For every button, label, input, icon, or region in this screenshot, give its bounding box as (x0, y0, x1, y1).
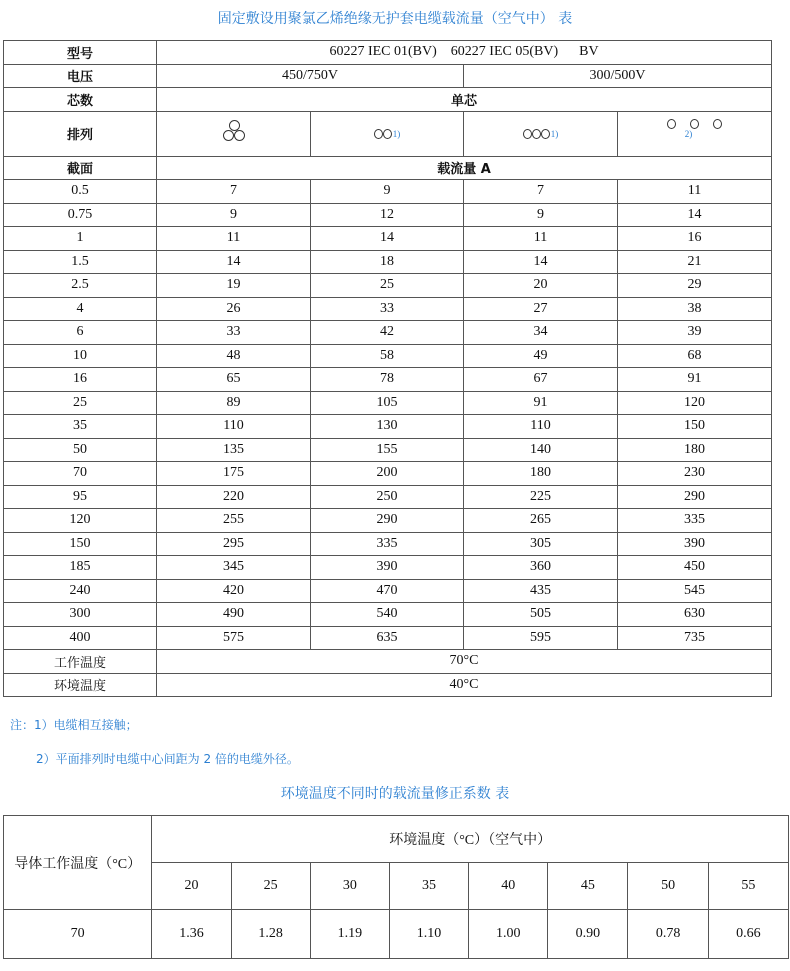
ampacity-cell: 220 (157, 485, 311, 509)
ampacity-cell: 390 (311, 556, 464, 580)
ampacity-cell: 130 (311, 415, 464, 439)
cross-section-cell: 185 (4, 556, 157, 580)
ambient-temp-cell: 40 (469, 863, 548, 910)
table-row (4, 203, 772, 227)
ampacity-cell: 49 (464, 344, 618, 368)
ampacity-cell: 540 (311, 603, 464, 627)
ampacity-cell: 14 (157, 250, 311, 274)
table-row (4, 344, 772, 368)
table-row (4, 180, 772, 204)
ampacity-cell: 91 (464, 391, 618, 415)
table-row (4, 579, 772, 603)
ampacity-cell: 19 (157, 274, 311, 298)
cross-section-cell: 95 (4, 485, 157, 509)
ampacity-cell: 26 (157, 297, 311, 321)
ampacity-cell: 110 (464, 415, 618, 439)
cross-section-cell: 300 (4, 603, 157, 627)
ambient-temp-cell: 45 (548, 863, 628, 910)
ampacity-cell: 505 (464, 603, 618, 627)
cross-section-cell: 120 (4, 509, 157, 533)
ampacity-cell: 9 (464, 203, 618, 227)
cross-section-cell: 0.5 (4, 180, 157, 204)
ampacity-cell: 470 (311, 579, 464, 603)
ampacity-cell: 39 (618, 321, 772, 345)
ambient-temp-cell: 50 (628, 863, 708, 910)
cross-section-cell: 10 (4, 344, 157, 368)
ambient-temp-cell: 55 (708, 863, 788, 910)
ambient-temp-cell: 30 (310, 863, 389, 910)
ampacity-cell: 91 (618, 368, 772, 392)
cross-section-cell: 150 (4, 532, 157, 556)
ampacity-cell: 78 (311, 368, 464, 392)
ampacity-cell: 595 (464, 626, 618, 650)
table-row (4, 603, 772, 627)
voltage-450-750: 450/750V (157, 64, 464, 88)
ampacity-cell: 225 (464, 485, 618, 509)
ampacity-cell: 135 (157, 438, 311, 462)
arrangement-three-touching (464, 111, 618, 156)
ampacity-cell: 14 (618, 203, 772, 227)
cross-section-cell: 0.75 (4, 203, 157, 227)
note-1: 注：1）电缆相互接触； (10, 718, 138, 732)
cross-section-cell: 1.5 (4, 250, 157, 274)
ampacity-cell: 420 (157, 579, 311, 603)
ampacity-cell: 435 (464, 579, 618, 603)
correction-factor-cell: 1.00 (469, 910, 548, 959)
ampacity-cell: 20 (464, 274, 618, 298)
correction-factor-cell: 0.90 (548, 910, 628, 959)
ampacity-cell: 305 (464, 532, 618, 556)
ampacity-cell: 14 (311, 227, 464, 251)
cores-row (4, 88, 772, 112)
ambient-temp-header: 环境温度（°C）（空气中） (152, 816, 789, 863)
table-row (4, 297, 772, 321)
ampacity-cell: 230 (618, 462, 772, 486)
trefoil-icon (221, 119, 247, 143)
correction-factor-cell: 0.66 (708, 910, 788, 959)
ampacity-cell: 12 (311, 203, 464, 227)
cable-circle-icon (532, 129, 541, 139)
cross-section-cell: 2.5 (4, 274, 157, 298)
ampacity-cell: 545 (618, 579, 772, 603)
ampacity-cell: 390 (618, 532, 772, 556)
cores-value: 单芯 (157, 88, 772, 112)
correction-factor-cell: 1.19 (310, 910, 389, 959)
ampacity-cell: 265 (464, 509, 618, 533)
arrangement-flat-spaced (618, 111, 772, 156)
table2-title: 环境温度不同时的载流量修正系数 表 (280, 786, 510, 802)
ampacity-cell: 42 (311, 321, 464, 345)
ampacity-cell: 200 (311, 462, 464, 486)
cable-circle-icon (713, 119, 722, 129)
header-row (4, 816, 789, 863)
ampacity-cell: 250 (311, 485, 464, 509)
ampacity-cell: 29 (618, 274, 772, 298)
ampacity-cell: 635 (311, 626, 464, 650)
ampacity-cell: 58 (311, 344, 464, 368)
model-label: 型号 (4, 41, 157, 65)
ampacity-cell: 11 (157, 227, 311, 251)
arrangement-trefoil (157, 111, 311, 156)
ampacity-cell: 295 (157, 532, 311, 556)
ampacity-cell: 120 (618, 391, 772, 415)
table-row (4, 438, 772, 462)
cross-section-cell: 25 (4, 391, 157, 415)
ampacity-cell: 48 (157, 344, 311, 368)
ampacity-cell: 735 (618, 626, 772, 650)
ampacity-cell: 11 (464, 227, 618, 251)
ampacity-cell: 65 (157, 368, 311, 392)
ampacity-cell: 7 (464, 180, 618, 204)
ampacity-cell: 450 (618, 556, 772, 580)
cross-section-cell: 4 (4, 297, 157, 321)
ampacity-cell: 18 (311, 250, 464, 274)
cross-section-cell: 16 (4, 368, 157, 392)
ampacity-cell: 180 (618, 438, 772, 462)
correction-factor-table (3, 815, 789, 959)
ampacity-cell: 21 (618, 250, 772, 274)
ampacity-cell: 67 (464, 368, 618, 392)
ampacity-cell: 290 (311, 509, 464, 533)
cable-circle-icon (523, 129, 532, 139)
note-ref: 1) (550, 128, 559, 139)
factors-row (4, 910, 789, 959)
cable-circle-icon (383, 129, 392, 139)
ampacity-cell: 155 (311, 438, 464, 462)
cross-section-cell: 35 (4, 415, 157, 439)
cable-circle-icon (690, 119, 699, 129)
conductor-temp-label: 导体工作温度（°C） (4, 816, 152, 910)
correction-factor-cell: 1.10 (389, 910, 468, 959)
ampacity-cell: 345 (157, 556, 311, 580)
voltage-row (4, 64, 772, 88)
ampacity-cell: 290 (618, 485, 772, 509)
ampacity-table (3, 40, 772, 697)
ampacity-cell: 360 (464, 556, 618, 580)
arrangement-two-touching (311, 111, 464, 156)
ampacity-cell: 335 (618, 509, 772, 533)
table-row (4, 462, 772, 486)
ampacity-cell: 89 (157, 391, 311, 415)
ampacity-cell: 105 (311, 391, 464, 415)
table-row (4, 509, 772, 533)
ampacity-cell: 335 (311, 532, 464, 556)
ambient-temp-row (4, 673, 772, 697)
ampacity-cell: 33 (157, 321, 311, 345)
cross-section-cell: 70 (4, 462, 157, 486)
cable-circle-icon (374, 129, 383, 139)
ampacity-cell: 630 (618, 603, 772, 627)
ampacity-cell: 9 (311, 180, 464, 204)
ampacity-cell: 575 (157, 626, 311, 650)
note-2: 2）平面排列时电缆中心间距为 2 倍的电缆外径。 (36, 752, 299, 766)
ampacity-label: 载流量 A (157, 156, 772, 180)
table-row (4, 485, 772, 509)
ampacity-cell: 11 (618, 180, 772, 204)
ampacity-cell: 490 (157, 603, 311, 627)
table-row (4, 532, 772, 556)
work-temp-row (4, 650, 772, 674)
cable-circle-icon (541, 129, 550, 139)
note-ref: 1) (392, 128, 401, 139)
ampacity-cell: 68 (618, 344, 772, 368)
ampacity-cell: 27 (464, 297, 618, 321)
table-row (4, 391, 772, 415)
ambient-temp-cell: 35 (389, 863, 468, 910)
cable-circle-icon (667, 119, 676, 129)
table-row (4, 415, 772, 439)
work-temp-label: 工作温度 (4, 650, 157, 674)
table-row (4, 274, 772, 298)
ampacity-cell: 150 (618, 415, 772, 439)
ampacity-cell: 25 (311, 274, 464, 298)
table-row (4, 626, 772, 650)
correction-factor-cell: 0.78 (628, 910, 708, 959)
cross-section-cell: 1 (4, 227, 157, 251)
ampacity-cell: 180 (464, 462, 618, 486)
table-row (4, 556, 772, 580)
table-row (4, 321, 772, 345)
ampacity-cell: 110 (157, 415, 311, 439)
cross-section-cell: 50 (4, 438, 157, 462)
ambient-temp-label: 环境温度 (4, 673, 157, 697)
note-ref: 2) (684, 129, 693, 140)
ampacity-cell: 33 (311, 297, 464, 321)
cross-section-cell: 240 (4, 579, 157, 603)
arrangement-row (4, 111, 772, 156)
conductor-temp-value: 70 (4, 910, 152, 959)
arrangement-label: 排列 (4, 111, 157, 156)
table-row (4, 368, 772, 392)
correction-factor-cell: 1.28 (231, 910, 310, 959)
ampacity-cell: 16 (618, 227, 772, 251)
ampacity-cell: 175 (157, 462, 311, 486)
model-value: 60227 IEC 01(BV) 60227 IEC 05(BV) BV (157, 41, 772, 65)
correction-factor-cell: 1.36 (152, 910, 231, 959)
ampacity-cell: 140 (464, 438, 618, 462)
ampacity-cell: 14 (464, 250, 618, 274)
voltage-label: 电压 (4, 64, 157, 88)
ambient-temp-value: 40°C (157, 673, 772, 697)
ambient-temp-cell: 25 (231, 863, 310, 910)
ampacity-cell: 9 (157, 203, 311, 227)
cross-section-cell: 400 (4, 626, 157, 650)
table-row (4, 227, 772, 251)
cross-section-cell: 6 (4, 321, 157, 345)
table-row (4, 250, 772, 274)
voltage-300-500: 300/500V (464, 64, 772, 88)
ampacity-cell: 7 (157, 180, 311, 204)
ampacity-cell: 38 (618, 297, 772, 321)
section-row (4, 156, 772, 180)
model-row (4, 41, 772, 65)
ampacity-cell: 255 (157, 509, 311, 533)
section-label: 截面 (4, 156, 157, 180)
cores-label: 芯数 (4, 88, 157, 112)
table1-title: 固定敷设用聚氯乙烯绝缘无护套电缆载流量（空气中） 表 (217, 11, 573, 27)
ampacity-cell: 34 (464, 321, 618, 345)
ambient-temp-cell: 20 (152, 863, 231, 910)
work-temp-value: 70°C (157, 650, 772, 674)
